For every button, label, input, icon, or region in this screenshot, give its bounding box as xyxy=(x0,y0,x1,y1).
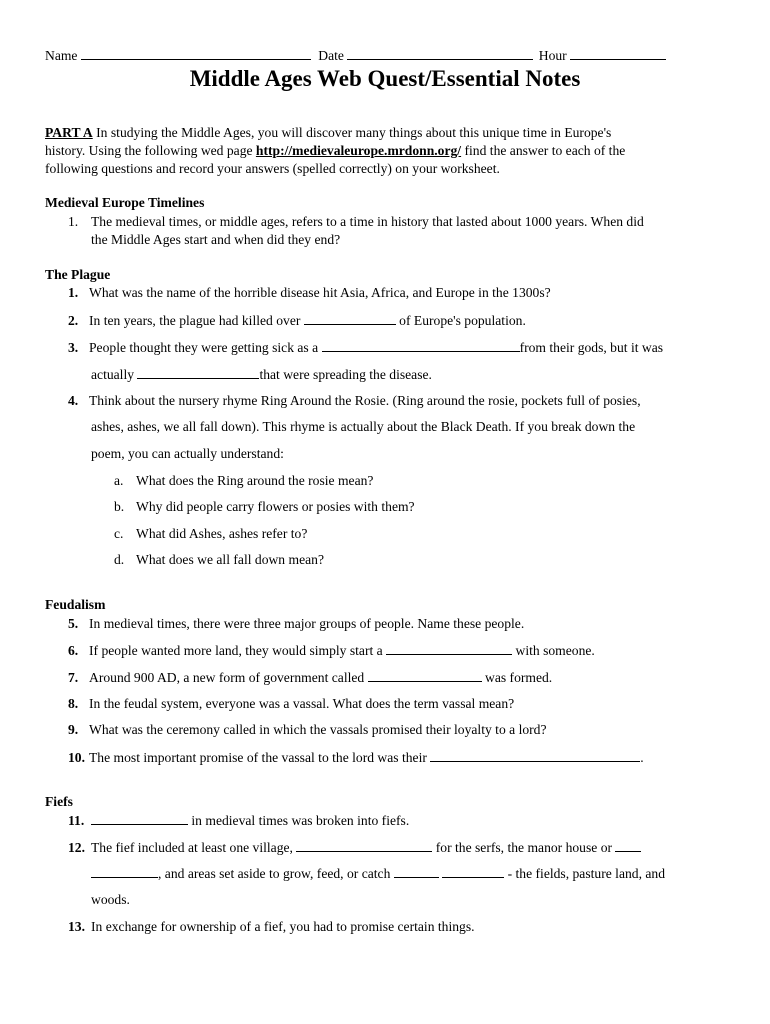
name-label: Name xyxy=(45,48,78,63)
feudalism-q9 xyxy=(68,722,547,738)
sub-letter: d. xyxy=(114,552,125,567)
question-text: In the feudal system, everyone was a vassal. What does the term vassal mean? xyxy=(89,696,515,711)
feudalism-q6 xyxy=(68,642,595,659)
question-text: - the fields, pasture land, and xyxy=(504,866,665,881)
question-text: The fief included at least one village, xyxy=(91,840,297,855)
answer-blank[interactable] xyxy=(615,839,641,852)
question-number: 4. xyxy=(68,393,79,408)
website-link[interactable]: http://medievaleurope.mrdonn.org/ xyxy=(255,143,462,158)
plague-sub-d xyxy=(114,552,324,568)
feudalism-q10 xyxy=(68,749,644,766)
feudalism-q7 xyxy=(68,669,552,686)
question-text: for the serfs, the manor house or xyxy=(432,840,616,855)
sub-text: What did Ashes, ashes refer to? xyxy=(136,526,308,541)
question-number: 3. xyxy=(68,340,79,355)
answer-blank[interactable] xyxy=(430,749,640,762)
question-number: 12. xyxy=(68,840,85,855)
sub-letter: c. xyxy=(114,526,124,541)
question-text: What was the name of the horrible disease hit Asia, Africa, and Europe in the 1300s? xyxy=(89,285,551,300)
page-title: Middle Ages Web Quest/Essential Notes xyxy=(189,66,581,91)
sub-text: What does the Ring around the rosie mean? xyxy=(136,473,374,488)
question-text: Think about the nursery rhyme Ring Around the Rosie. (Ring around the rosie, pockets full of posies, xyxy=(89,393,641,408)
question-number: 2. xyxy=(68,313,79,328)
name-line xyxy=(45,47,666,64)
part-a-label: PART A xyxy=(45,125,93,140)
question-number: 9. xyxy=(68,722,79,737)
question-text: People thought they were getting sick as a xyxy=(89,340,322,355)
name-blank[interactable] xyxy=(81,47,311,60)
fiefs-q12-line2 xyxy=(91,865,665,882)
question-text: , and areas set aside to grow, feed, or catch xyxy=(158,866,394,881)
question-text: In medieval times, there were three major groups of people. Name these people. xyxy=(89,616,525,631)
question-text: with someone. xyxy=(512,643,595,658)
sub-letter: a. xyxy=(114,473,124,488)
answer-blank[interactable] xyxy=(91,865,158,878)
plague-q4-line1 xyxy=(68,393,641,409)
feudalism-q5 xyxy=(68,616,524,632)
plague-sub-c xyxy=(114,526,307,542)
question-text: of Europe's population. xyxy=(395,313,526,328)
question-number: 5. xyxy=(68,616,79,631)
part-a-text2: history. Using the following wed page xyxy=(45,143,256,158)
hour-label: Hour xyxy=(538,48,567,63)
answer-blank[interactable] xyxy=(304,312,396,325)
question-number: 10. xyxy=(68,750,85,765)
question-text: The most important promise of the vassal to the lord was their xyxy=(89,750,431,765)
hour-blank[interactable] xyxy=(570,47,666,60)
question-text: was formed. xyxy=(481,670,553,685)
sub-text: Why did people carry flowers or posies with them? xyxy=(136,499,415,514)
sub-text: What does we all fall down mean? xyxy=(136,552,324,567)
question-text: in medieval times was broken into fiefs. xyxy=(188,813,410,828)
part-a-text1: In studying the Middle Ages, you will discover many things about this unique time in Europe's xyxy=(92,125,612,140)
answer-blank[interactable] xyxy=(137,366,259,379)
fiefs-q12-line1 xyxy=(68,839,641,856)
plague-q3-line2 xyxy=(91,366,432,383)
plague-q4-line3: poem, you can actually understand: xyxy=(91,446,284,461)
date-blank[interactable] xyxy=(347,47,533,60)
plague-sub-b xyxy=(114,499,415,515)
plague-q2 xyxy=(68,312,526,329)
plague-q4-line2: ashes, ashes, we all fall down). This rhyme is actually about the Black Death. If you break down the xyxy=(91,419,636,434)
answer-blank[interactable] xyxy=(442,865,504,878)
question-text: The medieval times, or middle ages, refers to a time in history that lasted about 1000 years. When did xyxy=(91,214,644,229)
answer-blank[interactable] xyxy=(368,669,482,682)
part-a-line3: following questions and record your answers (spelled correctly) on your worksheet. xyxy=(45,161,500,176)
date-label: Date xyxy=(318,48,344,63)
question-text: . xyxy=(640,750,644,765)
question-number: 1. xyxy=(68,214,79,229)
question-text: In ten years, the plague had killed over xyxy=(89,313,304,328)
timelines-q1-line2: the Middle Ages start and when did they end? xyxy=(91,232,341,247)
part-a-line1 xyxy=(45,125,611,141)
plague-q1 xyxy=(68,285,551,301)
fiefs-q12-line3: woods. xyxy=(91,892,130,907)
timelines-q1-line1 xyxy=(68,214,644,230)
answer-blank[interactable] xyxy=(394,865,439,878)
question-number: 6. xyxy=(68,643,79,658)
fiefs-q11 xyxy=(68,812,409,829)
answer-blank[interactable] xyxy=(322,339,520,352)
plague-sub-a xyxy=(114,473,373,489)
fiefs-q13 xyxy=(68,919,475,935)
timelines-heading: Medieval Europe Timelines xyxy=(45,195,205,210)
plague-heading: The Plague xyxy=(45,267,111,282)
sub-letter: b. xyxy=(114,499,125,514)
answer-blank[interactable] xyxy=(91,812,188,825)
feudalism-heading: Feudalism xyxy=(45,597,106,612)
question-number: 13. xyxy=(68,919,85,934)
question-text: from their gods, but it was xyxy=(519,340,664,355)
answer-blank[interactable] xyxy=(386,642,512,655)
feudalism-q8 xyxy=(68,696,514,712)
question-text: If people wanted more land, they would simply start a xyxy=(89,643,387,658)
question-number: 8. xyxy=(68,696,79,711)
answer-blank[interactable] xyxy=(296,839,432,852)
part-a-text2b: find the answer to each of the xyxy=(461,143,626,158)
question-text: In exchange for ownership of a fief, you had to promise certain things. xyxy=(91,919,475,934)
question-number: 1. xyxy=(68,285,79,300)
question-number: 11. xyxy=(68,813,85,828)
part-a-line2 xyxy=(45,143,625,159)
question-text: actually xyxy=(91,367,138,382)
question-text: that were spreading the disease. xyxy=(259,367,432,382)
fiefs-heading: Fiefs xyxy=(45,794,73,809)
question-text: What was the ceremony called in which the vassals promised their loyalty to a lord? xyxy=(89,722,547,737)
question-number: 7. xyxy=(68,670,79,685)
plague-q3-line1 xyxy=(68,339,663,356)
question-text: Around 900 AD, a new form of government called xyxy=(89,670,368,685)
